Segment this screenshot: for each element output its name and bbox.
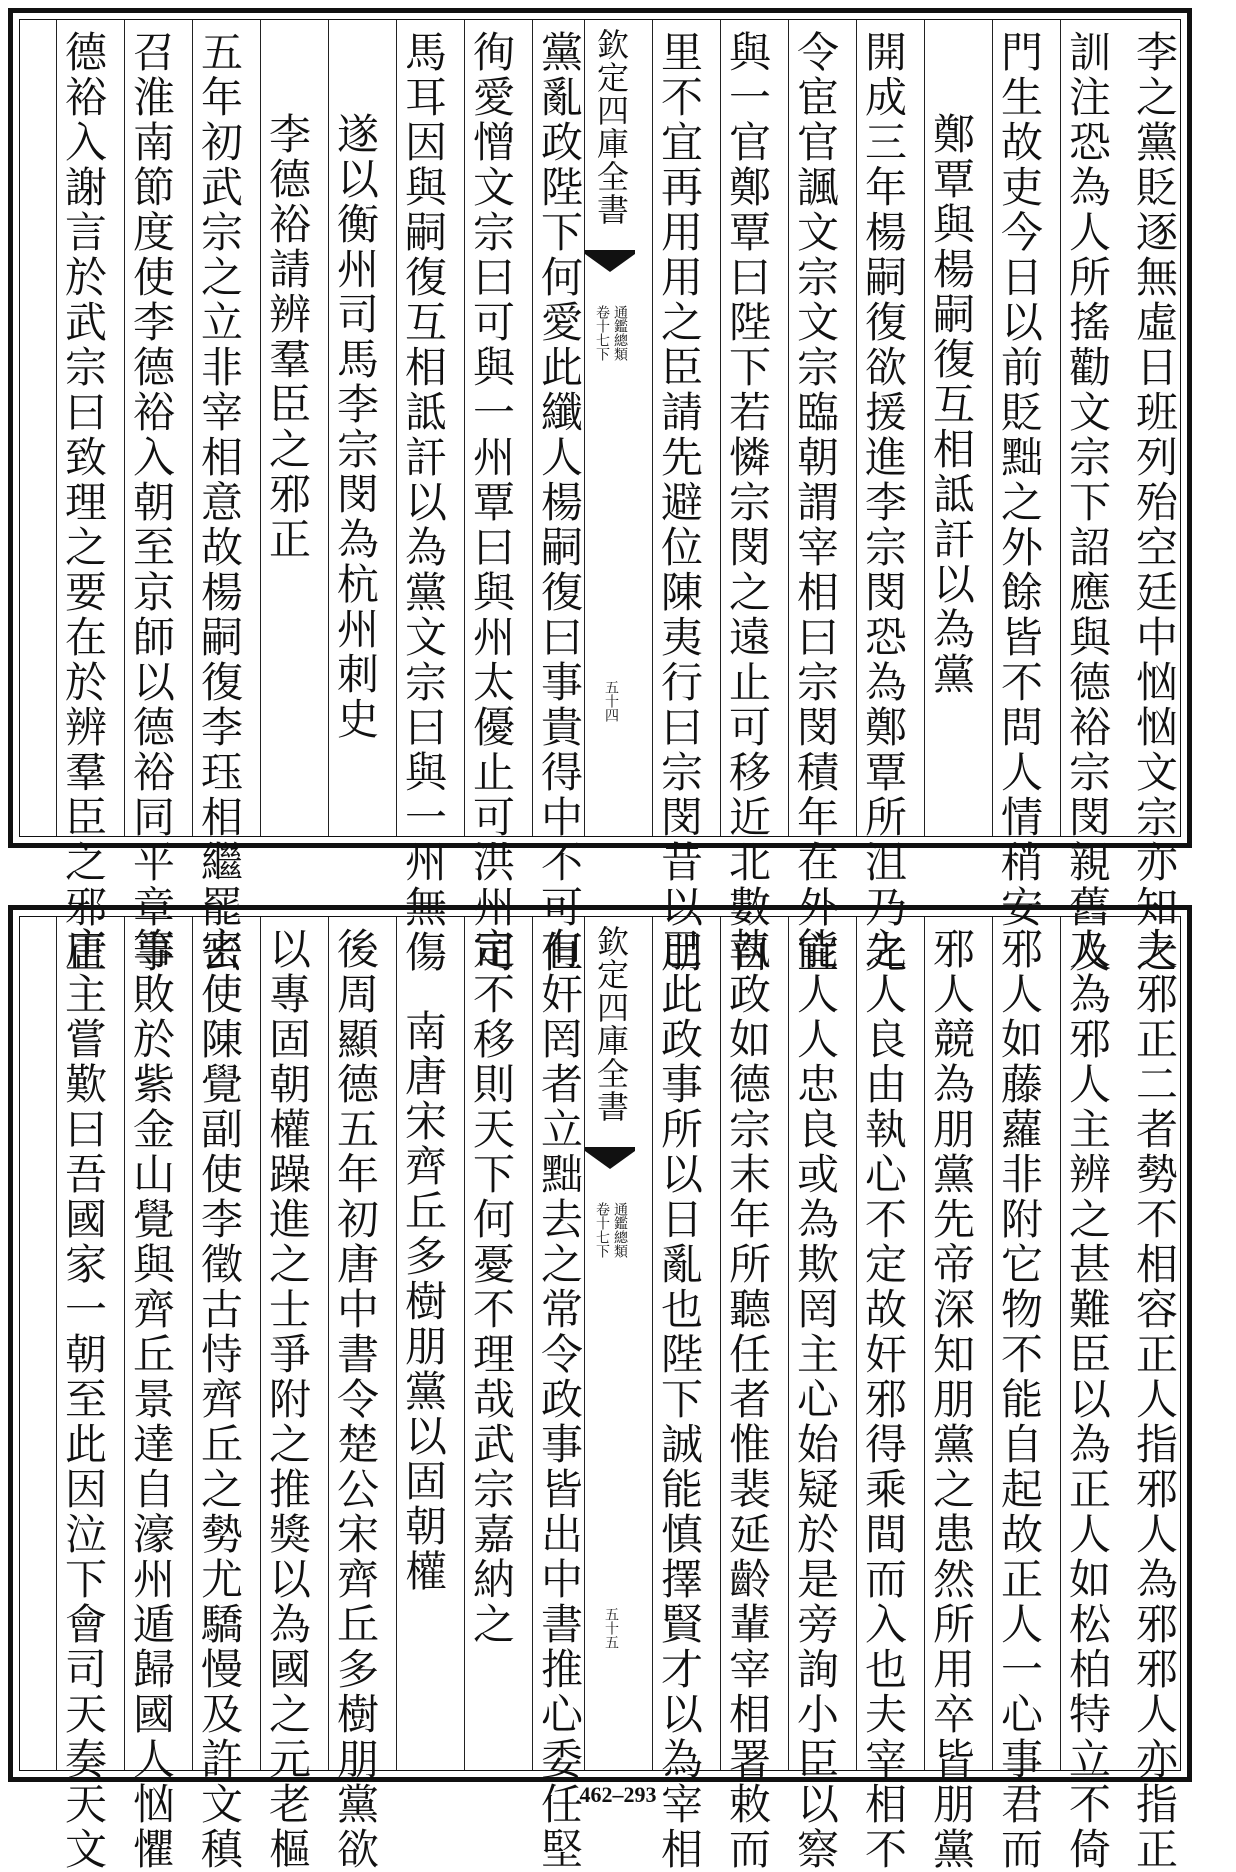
column-text: 定不移則天下何憂不理哉武宗嘉納之 <box>467 927 516 1647</box>
text-column <box>652 917 704 1872</box>
text-column <box>260 20 312 836</box>
text-column <box>192 20 244 975</box>
column-text: 鄭覃與楊嗣復互相詆訐以為黨 <box>927 112 976 697</box>
text-column <box>328 20 380 836</box>
text-column <box>124 917 176 1872</box>
column-text: 人為邪人主辨之甚難臣以為正人如松柏特立不倚 <box>1063 927 1112 1872</box>
column-text: 門生故吏今日以前貶黜之外餘皆不問人情稍安 <box>995 30 1044 930</box>
text-column <box>124 20 176 975</box>
text-column <box>720 20 772 975</box>
column-text: 徇愛憎文宗曰可與一州覃曰與州太優止可洪州司 <box>467 30 516 975</box>
text-column <box>464 917 516 1770</box>
column-text: 執政如德宗末年所聽任者惟裴延齡輩宰相署敕而 <box>723 927 772 1872</box>
column-text: 後周顯德五年初唐中書令楚公宋齊丘多樹朋黨欲 <box>331 927 380 1872</box>
chapter-label: 卷十七下 <box>594 305 610 361</box>
column-text: 德裕入謝言於武宗曰致理之要在於辨羣臣之邪正 <box>59 30 108 975</box>
text-column <box>532 20 584 975</box>
column-text: 召淮南節度使李德裕入朝至京師以德裕同平章事 <box>127 30 176 975</box>
column-text: 里不宜再用用之臣請先避位陳夷行曰宗閔昔以朋 <box>655 30 704 975</box>
chapter-label: 卷十七下 <box>594 1202 610 1258</box>
column-text: 訓注恐為人所搖勸文宗下詔應與德裕宗閔親舊及 <box>1063 30 1112 975</box>
fish-tail-mark-icon <box>585 250 635 286</box>
top-page-inner <box>19 19 1181 975</box>
column-text: 令宦官諷文宗文宗臨朝謂宰相曰宗閔積年在外宜 <box>791 30 840 975</box>
column-text: 夫邪正二者勢不相容正人指邪人為邪邪人亦指正 <box>1130 927 1179 1872</box>
text-column <box>924 20 976 836</box>
text-column <box>992 917 1044 1872</box>
text-column <box>532 917 584 1872</box>
text-column <box>56 20 108 975</box>
column-text: 李德裕請辨羣臣之邪正 <box>263 112 312 562</box>
book-subtitle: 通鑑總類 <box>612 305 628 361</box>
column-text: 已此政事所以日亂也陛下誠能慎擇賢才以為宰相 <box>655 927 704 1872</box>
page-number-footer: 462–293 <box>579 1782 657 1807</box>
text-column <box>1128 917 1180 1872</box>
text-column <box>992 20 1044 930</box>
folio-number: 五十四 <box>603 680 619 722</box>
column-text: 馬耳因與嗣復互相詆訐以為黨文宗曰與一州無傷 <box>399 30 448 975</box>
center-margin <box>584 20 636 836</box>
text-column <box>56 917 108 1872</box>
text-column <box>396 917 448 1770</box>
text-column <box>856 20 908 975</box>
column-text: 能人人忠良或為欺罔主心始疑於是旁詢小臣以察 <box>791 927 840 1872</box>
column-text: 李之黨貶逐無虛日班列殆空廷中忷忷文宗亦知之 <box>1130 30 1179 975</box>
fish-tail-mark-icon <box>585 1147 635 1183</box>
book-title: 欽定四庫全書 <box>592 925 630 1123</box>
text-column <box>924 917 976 1872</box>
column-text: 有奸罔者立黜去之常令政事皆出中書推心委任堅 <box>535 927 584 1872</box>
text-column <box>788 917 840 1872</box>
text-column <box>1060 20 1112 975</box>
text-column <box>1128 20 1180 975</box>
column-text: 五年初武宗之立非宰相意故楊嗣復李珏相繼罷去 <box>195 30 244 975</box>
text-column <box>720 917 772 1872</box>
column-text: 邪人競為朋黨先帝深知朋黨之患然所用卒皆朋黨 <box>927 927 976 1872</box>
column-text: 邪人如藤蘿非附它物不能自起故正人一心事君而 <box>995 927 1044 1872</box>
top-page-frame <box>8 8 1192 975</box>
text-column <box>328 917 380 1872</box>
column-text: 黨亂政陛下何愛此纖人楊嗣復曰事貴得中不可但 <box>535 30 584 975</box>
text-column <box>192 917 244 1872</box>
column-text: 等敗於紫金山覺與齊丘景達自濠州遁歸國人忷懼 <box>127 927 176 1872</box>
column-text: 南唐宋齊丘多樹朋黨以固朝權 <box>399 1009 448 1594</box>
text-column <box>788 20 840 975</box>
center-margin <box>584 917 636 1770</box>
book-subtitle: 通鑑總類 <box>612 1202 628 1258</box>
column-text: 唐主嘗歎曰吾國家一朝至此因泣下會司天奏天文 <box>59 927 108 1872</box>
column-text: 開成三年楊嗣復欲援進李宗閔恐為鄭覃所沮乃先 <box>859 30 908 975</box>
text-column <box>856 917 908 1872</box>
column-text: 以專固朝權躁進之士爭附之推獎以為國之元老樞 <box>263 927 312 1872</box>
book-title: 欽定四庫全書 <box>592 28 630 226</box>
text-column <box>396 20 448 975</box>
text-column <box>464 20 516 975</box>
text-column <box>1060 917 1112 1872</box>
column-text: 遂以衡州司馬李宗閔為杭州刺史 <box>331 112 380 742</box>
column-text: 與一官鄭覃曰陛下若憐宗閔之遠止可移近北數百 <box>723 30 772 975</box>
column-text: 之人良由執心不定故奸邪得乘間而入也夫宰相不 <box>859 927 908 1872</box>
folio-number: 五十五 <box>603 1607 619 1649</box>
text-column <box>260 917 312 1872</box>
text-column <box>652 20 704 975</box>
column-text: 密使陳覺副使李徵古恃齊丘之勢尤驕慢及許文稹 <box>195 927 244 1872</box>
